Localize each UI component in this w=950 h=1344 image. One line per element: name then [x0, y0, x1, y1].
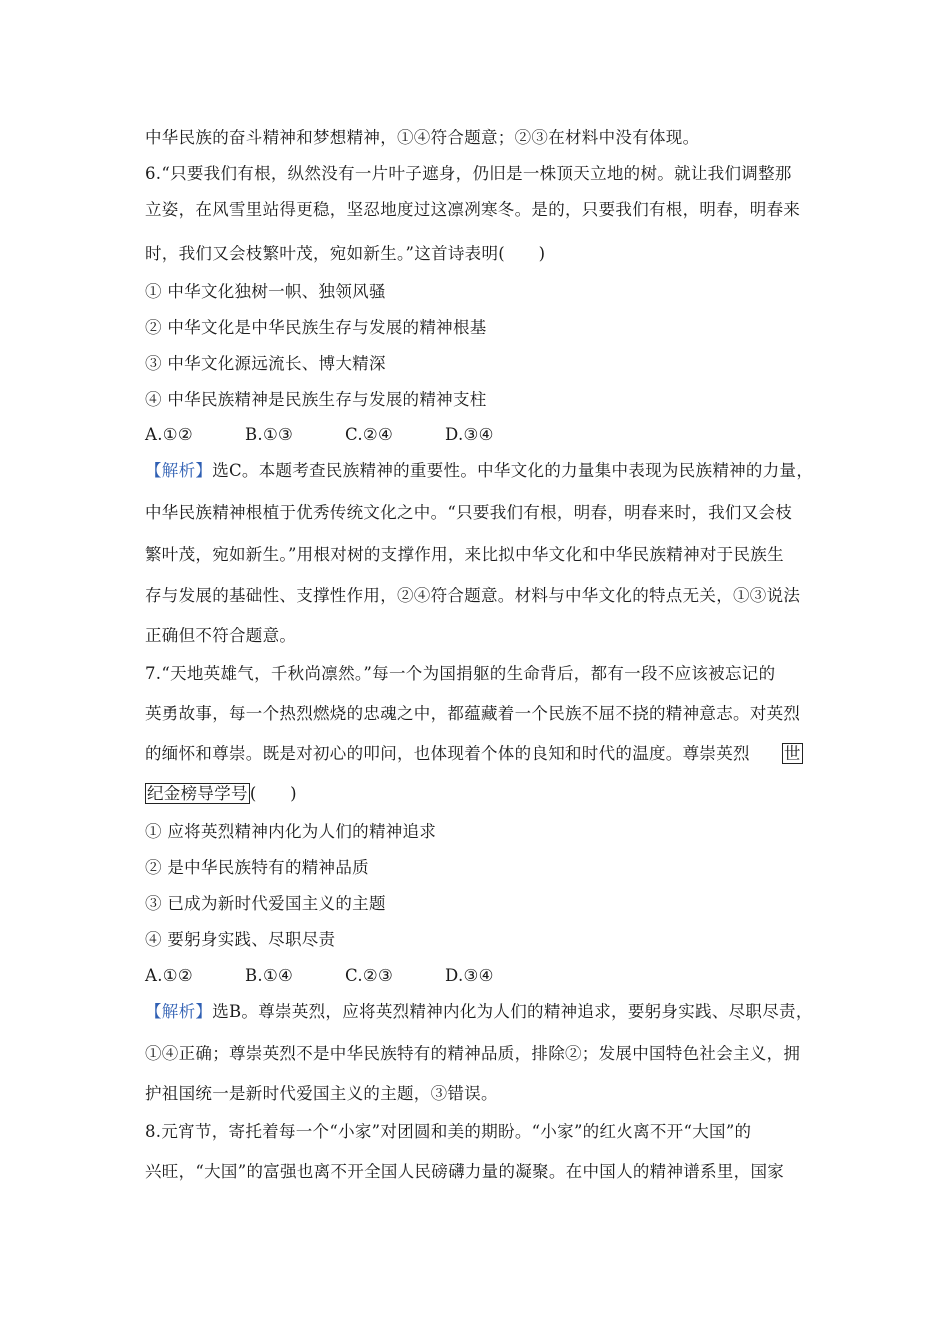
q7-code-box-text: 纪金榜导学号: [147, 784, 248, 803]
q6-stem-line-2: 立姿，在风雪里站得更稳，坚忍地度过这凛冽寒冬。是的，只要我们有根，明春，明春来: [145, 200, 801, 219]
q7-choice-d: D.③④: [445, 966, 494, 985]
prev-answer-tail: 中华民族的奋斗精神和梦想精神，①④符合题意；②③在材料中没有体现。: [145, 128, 700, 147]
q7-analysis-line-3: 护祖国统一是新时代爱国主义的主题，③错误。: [145, 1084, 498, 1103]
q6-choice-a: A.①②: [145, 425, 193, 444]
q6-choice-c: C.②④: [345, 425, 394, 444]
q8-stem-line-2: 兴旺，“大国”的富强也离不开全国人民磅礴力量的凝聚。在中国人的精神谱系里，国家: [145, 1162, 785, 1181]
q7-stem-line-3: [145, 744, 803, 764]
q6-analysis-tag: 【解析】: [145, 461, 213, 480]
q6-choices: [145, 425, 494, 445]
q7-stem-end: ( ): [249, 784, 297, 803]
q6-analysis-line-4: 存与发展的基础性、支撑性作用，②④符合题意。材料与中华文化的特点无关，①③说法: [145, 586, 801, 605]
q6-stem-line-1: 6.“只要我们有根，纵然没有一片叶子遮身，仍旧是一株顶天立地的树。就让我们调整那: [145, 164, 792, 183]
q6-analysis-line-5: 正确但不符合题意。: [145, 626, 297, 645]
q6-stem-line-3: 时，我们又会枝繁叶茂，宛如新生。”这首诗表明( ): [145, 244, 546, 263]
q6-option-1: ① 中华文化独树一帜、独领风骚: [145, 282, 386, 301]
q7-option-2: ② 是中华民族特有的精神品质: [145, 858, 369, 877]
q7-analysis-line-1: [145, 1002, 813, 1022]
q6-analysis-text-1: 选C。本题考查民族精神的重要性。中华文化的力量集中表现为民族精神的力量，: [212, 461, 814, 480]
q8-stem-line-1: 8.元宵节，寄托着每一个“小家”对团圆和美的期盼。“小家”的红火离不开“大国”的: [145, 1122, 752, 1141]
q7-analysis-text-1: 选B。尊崇英烈，应将英烈精神内化为人们的精神追求，要躬身实践、尽职尽责，: [212, 1002, 813, 1021]
q7-stem-line-4: [145, 784, 297, 804]
q7-stem-line-1: 7.“天地英雄气，千秋尚凛然。”每一个为国捐躯的生命背后，都有一段不应该被忘记的: [145, 664, 776, 683]
q7-stem-text-3: 的缅怀和尊崇。既是对初心的叩问，也体现着个体的良知和时代的温度。尊崇英烈: [145, 744, 750, 763]
q6-analysis-line-3: 繁叶茂，宛如新生。”用根对树的支撑作用，来比拟中华文化和中华民族精神对于民族生: [145, 545, 784, 564]
q7-option-1: ① 应将英烈精神内化为人们的精神追求: [145, 822, 437, 841]
q7-stem-line-2: 英勇故事，每一个热烈燃烧的忠魂之中，都蕴藏着一个民族不屈不挠的精神意志。对英烈: [145, 704, 801, 723]
q6-choice-d: D.③④: [445, 425, 494, 444]
q6-choice-b: B.①③: [245, 425, 294, 444]
q7-choice-b: B.①④: [245, 966, 294, 985]
q6-option-3: ③ 中华文化源远流长、博大精深: [145, 354, 386, 373]
q7-choice-a: A.①②: [145, 966, 193, 985]
q7-option-3: ③ 已成为新时代爱国主义的主题: [145, 894, 386, 913]
q6-analysis-line-1: [145, 461, 813, 481]
q6-option-4: ④ 中华民族精神是民族生存与发展的精神支柱: [145, 390, 487, 409]
q7-code-box-char: 世: [783, 744, 801, 763]
q7-analysis-line-2: ①④正确；尊崇英烈不是中华民族特有的精神品质，排除②；发展中国特色社会主义，拥: [145, 1044, 801, 1063]
q7-analysis-tag: 【解析】: [145, 1002, 213, 1021]
q6-analysis-line-2: 中华民族精神根植于优秀传统文化之中。“只要我们有根，明春，明春来时，我们又会枝: [145, 503, 793, 522]
q7-option-4: ④ 要躬身实践、尽职尽责: [145, 930, 336, 949]
q6-option-2: ② 中华文化是中华民族生存与发展的精神根基: [145, 318, 487, 337]
q7-choice-c: C.②③: [345, 966, 394, 985]
q7-choices: [145, 966, 494, 986]
